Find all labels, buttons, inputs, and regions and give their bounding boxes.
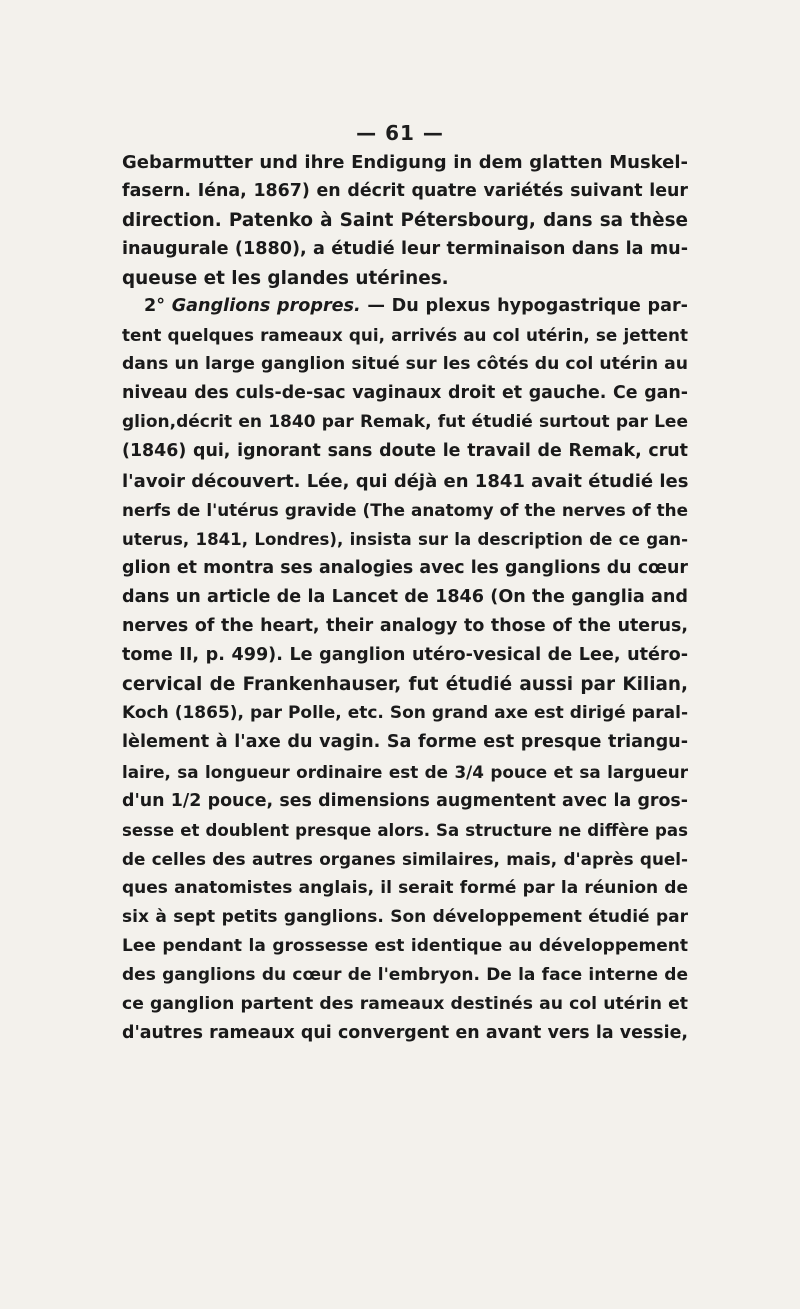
paragraph-continuation — [122, 148, 688, 293]
paragraph-first-line — [122, 292, 688, 321]
section-heading: Ganglions propres. — [171, 296, 361, 316]
text-line: ce ganglion partent des rameaux destinés au col utérin et — [122, 994, 688, 1015]
paragraph-ganglions-propres — [122, 292, 688, 1048]
text-line: inaugurale (1880), a étudié leur terminaison dans la mu- — [122, 239, 688, 260]
page-number: — 61 — — [356, 121, 444, 145]
text-line: uterus, 1841, Londres), insista sur la description de ce gan- — [122, 529, 688, 549]
text-line: dans un article de la Lancet de 1846 (On the ganglia and — [122, 586, 688, 607]
text-line: lèlement à l'axe du vagin. Sa forme est presque triangu- — [122, 732, 688, 753]
text-line: nerves of the heart, their analogy to those of the uterus, — [122, 616, 688, 637]
text-line: tent quelques rameaux qui, arrivés au col utérin, se jettent — [122, 325, 688, 346]
text-line: laire, sa longueur ordinaire est de 3/4 pouce et sa largueur — [122, 761, 688, 782]
text-line: Lee pendant la grossesse est identique au développement — [122, 936, 688, 957]
text-line: cervical de Frankenhauser, fut étudié aussi par Kilian, — [122, 674, 688, 696]
first-line-text: — Du plexus hypogastrique par- — [360, 296, 688, 316]
text-line: tome II, p. 499). Le ganglion utéro-vesical de Lee, utéro- — [122, 645, 688, 666]
text-line: niveau des culs-de-sac vaginaux droit et gauche. Ce gan- — [122, 383, 688, 404]
text-line: Koch (1865), par Polle, etc. Son grand axe est dirigé paral- — [122, 703, 688, 724]
text-line: direction. Patenko à Saint Pétersbourg, dans sa thèse — [122, 210, 688, 232]
text-line: ques anatomistes anglais, il serait formé par la réunion de — [122, 877, 688, 898]
text-line: glion et montra ses analogies avec les ganglions du cœur — [122, 557, 688, 578]
text-line: (1846) qui, ignorant sans doute le travail de Remak, crut — [122, 441, 688, 462]
text-line: fasern. Iéna, 1867) en décrit quatre variétés suivant leur — [122, 181, 688, 202]
text-line: des ganglions du cœur de l'embryon. De la face interne de — [122, 965, 688, 986]
section-number: 2° — [144, 296, 166, 316]
text-line: dans un large ganglion situé sur les côtés du col utérin au — [122, 354, 688, 375]
text-line: d'autres rameaux qui convergent en avant vers la vessie, — [122, 1023, 688, 1044]
text-line: Gebarmutter und ihre Endigung in dem glatten Muskel- — [122, 152, 688, 173]
text-line: nerfs de l'utérus gravide (The anatomy of the nerves of the — [122, 499, 688, 520]
text-line: queuse et les glandes utérines. — [122, 268, 449, 290]
text-line: de celles des autres organes similaires, mais, d'après quel- — [122, 848, 688, 869]
text-line: glion,décrit en 1840 par Remak, fut étudié surtout par Lee — [122, 412, 688, 433]
text-line: d'un 1/2 pouce, ses dimensions augmentent avec la gros- — [122, 790, 688, 811]
text-line: six à sept petits ganglions. Son développement étudié par — [122, 906, 688, 927]
text-line: sesse et doublent presque alors. Sa structure ne diffère pas — [122, 820, 688, 840]
text-line: l'avoir découvert. Lée, qui déjà en 1841 avait étudié les — [122, 470, 689, 492]
